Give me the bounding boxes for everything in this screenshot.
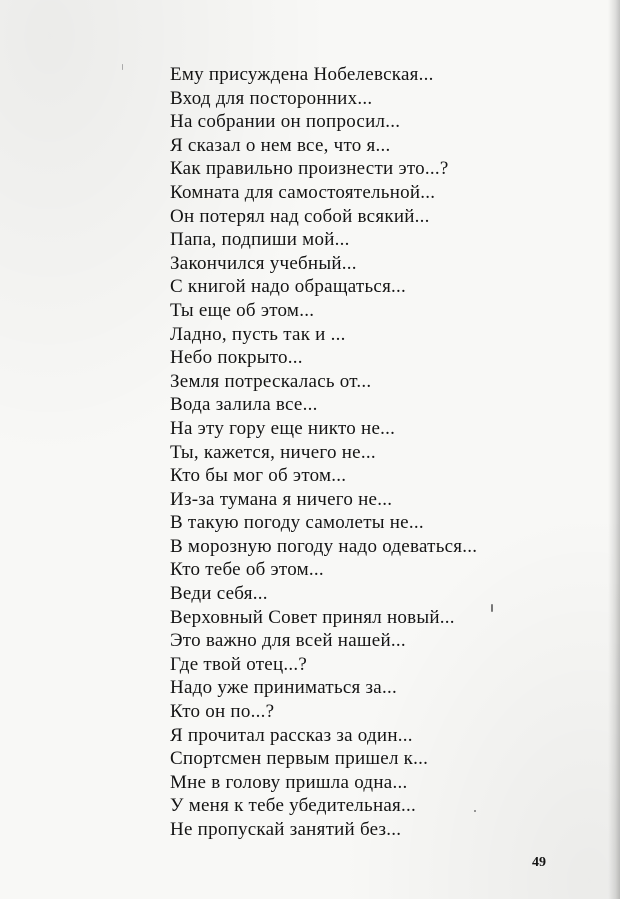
sentence-line: Кто бы мог об этом... <box>170 465 347 487</box>
sentence-line: На собрании он попросил... <box>170 111 401 133</box>
print-speck <box>474 810 476 812</box>
print-speck <box>122 64 123 70</box>
sentence-line: Не пропускай занятий без... <box>170 819 402 840</box>
sentence-line: Земля потрескалась от... <box>170 370 372 392</box>
sentence-line: На эту гору еще никто не... <box>170 417 396 439</box>
sentence-line: В такую погоду самолеты не... <box>170 512 424 534</box>
print-speck <box>491 604 493 612</box>
sentence-line: С книгой надо обращаться... <box>170 276 407 298</box>
sentence-line: Это важно для всей нашей... <box>170 630 406 652</box>
sentence-line: Я сказал о нем все, что я... <box>170 134 391 156</box>
sentence-line: Кто тебе об этом... <box>170 559 324 581</box>
sentence-line: Я прочитал рассказ за один... <box>170 724 413 746</box>
sentence-line: Вода залила все... <box>170 394 318 416</box>
sentence-line: Небо покрыто... <box>170 347 303 369</box>
sentence-line: Как правильно произнести это...? <box>170 158 449 180</box>
sentence-line: Из-за тумана я ничего не... <box>170 488 393 510</box>
sentence-line: Ты, кажется, ничего не... <box>170 441 376 463</box>
sentence-line: У меня к тебе убедительная... <box>170 795 417 817</box>
sentence-line: Папа, подпиши мой... <box>170 229 350 251</box>
sentence-line: Ты еще об этом... <box>170 299 315 321</box>
sentence-line: Он потерял над собой всякий... <box>170 205 430 227</box>
sentence-line: Комната для самостоятельной... <box>170 181 436 203</box>
sentence-line: Мне в голову пришла одна... <box>170 771 408 793</box>
sentence-line: Закончился учебный... <box>170 252 357 274</box>
page-edge-shadow <box>608 0 620 899</box>
sentence-line: Надо уже приниматься за... <box>170 677 397 699</box>
sentence-line: Веди себя... <box>170 583 268 605</box>
sentence-line: Ему присуждена Нобелевская... <box>170 64 434 85</box>
sentence-line: Спортсмен первым пришел к... <box>170 748 429 770</box>
sentence-line: В морозную погоду надо одеваться... <box>170 535 478 557</box>
sentence-line: Где твой отец...? <box>170 653 308 675</box>
sentence-line: Верховный Совет принял новый... <box>170 606 455 628</box>
sentence-list <box>170 63 477 842</box>
sentence-line: Ладно, пусть так и ... <box>170 323 346 345</box>
page-number: 49 <box>532 855 546 870</box>
sentence-line: Кто он по...? <box>170 701 275 723</box>
sentence-line: Вход для посторонних... <box>170 87 373 109</box>
